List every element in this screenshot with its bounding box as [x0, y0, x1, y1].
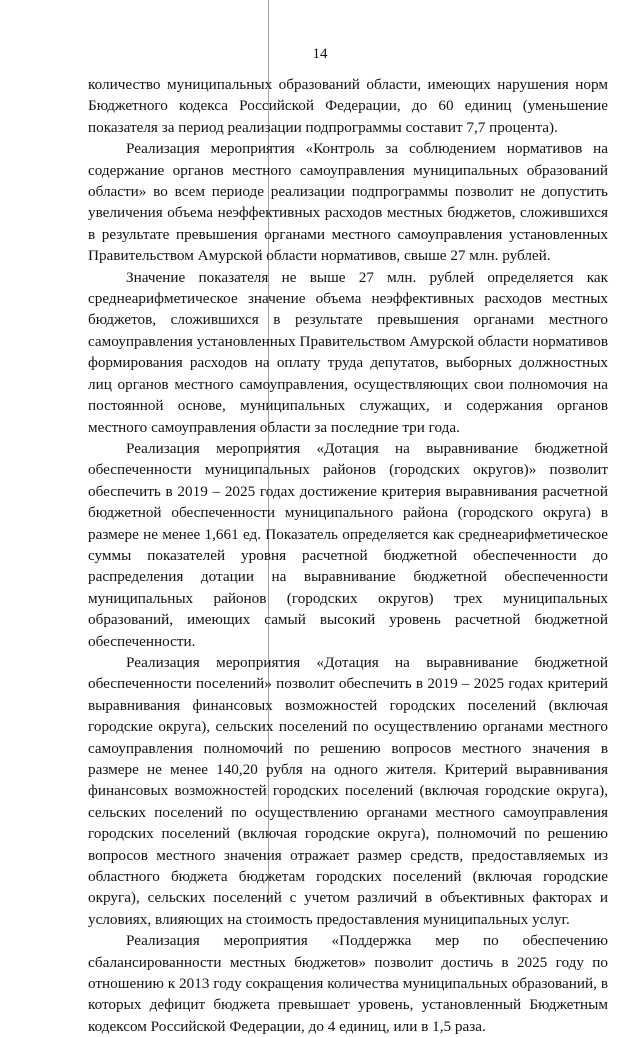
paragraph-continuation: количество муниципальных образований области, имеющих нарушения норм Бюджетного кодекса Российской Федерации, до 60 единиц (уменьшение показателя за период реализации подпрограммы составит 7,7 процента). — [88, 76, 608, 136]
body-text — [88, 74, 608, 1037]
page-number: 14 — [312, 46, 328, 62]
paragraph-budget-balance: Реализация мероприятия «Поддержка мер по обеспечению сбалансированности местных бюджетов» позволит достичь в 2025 году по отношению к 2013 году сокращения количества муниципальных образований, в которых дефицит бюджета превышает уровень, установленный Бюджетным кодексом Российской Федерации, до 4 единиц, или в 1,5 раза. — [88, 932, 608, 1035]
paragraph-settlement-subsidy: Реализация мероприятия «Дотация на выравнивание бюджетной обеспеченности поселений» позволит обеспечить в 2019 – 2025 годах критерий выравнивания финансовых возможностей городских поселений (включая городские округа), сельских поселений по осуществлению органами местного самоуправления полномочий по решению вопросов местного значения в размере не менее 140,20 рубля на одного жителя. Критерий выравнивания финансовых возможностей городских поселений (включая городские округа), сельских поселений по осуществлению органами местного самоуправления городских поселений (включая городские округа), полномочий по решению вопросов местного значения отражает размер средств, предоставляемых из областного бюджета бюджетам городских поселений (включая городские округа), сельских поселений с учетом различий в объективных факторах и условиях, влияющих на стоимость предоставления муниципальных услуг. — [88, 653, 608, 928]
paragraph-indicator-value: Значение показателя не выше 27 млн. рублей определяется как среднеарифметическое значение объема неэффективных расходов местных бюджетов, сложившихся в результате превышения органами местного самоуправления установленных Правительством Амурской области нормативов формирования расходов на оплату труда депутатов, выборных должностных лиц органов местного самоуправления, осуществляющих свои полномочия на постоянной основе, муниципальных служащих, и содержания органов местного самоуправления области за последние три года. — [88, 268, 608, 436]
paragraph-control-norms: Реализация мероприятия «Контроль за соблюдением нормативов на содержание органов местного самоуправления муниципальных образований области» во всем периоде реализации подпрограммы позволит не допустить увеличения объема неэффективных расходов местных бюджетов, сложившихся в результате превышения органами местного самоуправления установленных Правительством Амурской области нормативов, свыше 27 млн. рублей. — [88, 140, 608, 265]
paragraph-district-subsidy: Реализация мероприятия «Дотация на выравнивание бюджетной обеспеченности муниципальных районов (городских округов)» позволит обеспечить в 2019 – 2025 годах достижение критерия выравнивания расчетной бюджетной обеспеченности муниципального района (городского округа) в размере не менее 1,661 ед. Показатель определяется как среднеарифметическое суммы показателей уровня расчетной бюджетной обеспеченности до распределения дотации на выравнивание бюджетной обеспеченности муниципальных районов (городских округов) трех муниципальных образований, имеющих самый высокий уровень расчетной бюджетной обеспеченности. — [88, 439, 608, 650]
